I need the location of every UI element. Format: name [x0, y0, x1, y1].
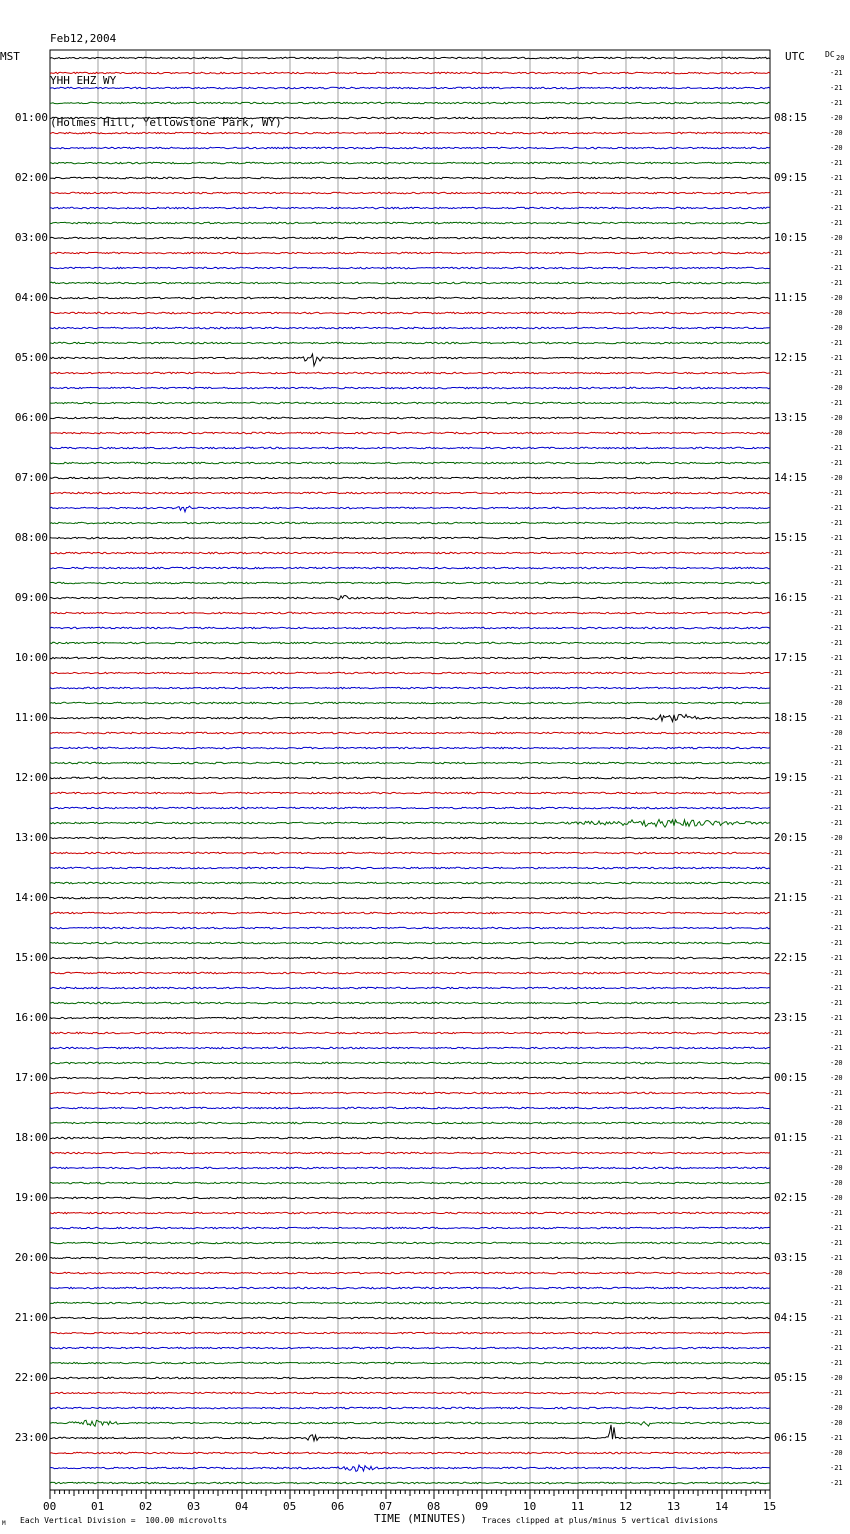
- trace-row-81: [50, 1272, 770, 1274]
- mst-hour-label: 19:00: [14, 1191, 48, 1204]
- mst-hour-label: 02:00: [14, 171, 48, 184]
- trace-row-63: [50, 1002, 770, 1004]
- trace-row-16: [50, 297, 770, 299]
- dc-offset-value: -20: [830, 834, 843, 842]
- dc-offset-value: -20: [830, 324, 843, 332]
- dc-offset-value: -21: [830, 1479, 843, 1487]
- mst-hour-label: 18:00: [14, 1131, 48, 1144]
- scale-note: Each Vertical Division = 100.00 microvolts: [20, 1516, 228, 1525]
- trace-row-31: [50, 522, 770, 524]
- trace-row-87: [50, 1362, 770, 1364]
- dc-offset-value: -21: [830, 609, 843, 617]
- dc-offset-value: -21: [830, 864, 843, 872]
- header-station: YHH EHZ WY: [50, 74, 117, 87]
- trace-row-92: [50, 1425, 770, 1441]
- trace-row-88: [50, 1377, 770, 1379]
- dc-offset-value: -21: [830, 999, 843, 1007]
- x-tick-label: 13: [667, 1500, 681, 1513]
- dc-offset-value: -20: [830, 1449, 843, 1457]
- dc-offset-value: -21: [830, 1029, 843, 1037]
- trace-row-86: [50, 1347, 770, 1349]
- utc-hour-label: 18:15: [774, 711, 808, 724]
- mst-hour-label: 06:00: [14, 411, 48, 424]
- dc-offset-value: -21: [830, 684, 843, 692]
- trace-row-23: [50, 402, 770, 404]
- trace-row-82: [50, 1287, 770, 1289]
- dc-offset-value: -20: [830, 1164, 843, 1172]
- trace-row-58: [50, 927, 770, 929]
- utc-hour-label: 11:15: [774, 291, 808, 304]
- dc-label: DC: [825, 50, 835, 59]
- trace-row-71: [50, 1122, 770, 1124]
- trace-row-42: [50, 687, 770, 689]
- dc-offset-value: -21: [830, 399, 843, 407]
- trace-row-54: [50, 867, 770, 869]
- trace-row-29: [50, 492, 770, 494]
- dc-offset-value: -21: [830, 1314, 843, 1322]
- x-tick-label: 08: [427, 1500, 441, 1513]
- x-tick-label: 09: [475, 1500, 489, 1513]
- x-tick-label: 00: [43, 1500, 57, 1513]
- trace-row-5: [50, 132, 770, 134]
- dc-offset-value: -21: [830, 1104, 843, 1112]
- trace-row-37: [50, 612, 770, 614]
- dc-offset-value: -21: [830, 789, 843, 797]
- trace-row-22: [50, 387, 770, 389]
- dc-offset-value: -20: [830, 729, 843, 737]
- utc-hour-label: 03:15: [774, 1251, 808, 1264]
- dc-offset-value: -20: [830, 384, 843, 392]
- trace-row-46: [50, 747, 770, 749]
- utc-hour-label: 15:15: [774, 531, 808, 544]
- dc-offset-value: -21: [830, 1344, 843, 1352]
- trace-row-55: [50, 882, 770, 884]
- trace-row-41: [50, 672, 770, 674]
- dc-offset-value: -21: [830, 1389, 843, 1397]
- dc-offset-value: -20: [830, 1074, 843, 1082]
- trace-row-32: [50, 537, 770, 539]
- dc-offset-value: -20: [830, 1269, 843, 1277]
- dc-offset-value: -21: [830, 504, 843, 512]
- utc-hour-label: 09:15: [774, 171, 808, 184]
- header-date: Feb12,2004: [50, 32, 117, 45]
- dc-offset-value: -21: [830, 759, 843, 767]
- trace-row-52: [50, 837, 770, 839]
- dc-offset-value: -21: [830, 894, 843, 902]
- trace-row-51: [50, 819, 770, 827]
- utc-hour-label: 13:15: [774, 411, 808, 424]
- trace-row-15: [50, 282, 770, 284]
- dc-offset-value: -21: [830, 969, 843, 977]
- trace-row-36: [50, 595, 770, 599]
- dc-offset-value: -21: [830, 264, 843, 272]
- dc-offset-value: -21: [830, 819, 843, 827]
- dc-offset-value: -21: [830, 654, 843, 662]
- trace-row-11: [50, 222, 770, 224]
- dc-offset-value: -21: [830, 954, 843, 962]
- trace-row-28: [50, 477, 770, 479]
- dc-offset-value: -21: [830, 534, 843, 542]
- dc-offset-value: -21: [830, 714, 843, 722]
- dc-offset-value: -21: [830, 909, 843, 917]
- dc-offset-value: -20: [830, 474, 843, 482]
- trace-row-45: [50, 732, 770, 734]
- mst-hour-label: 20:00: [14, 1251, 48, 1264]
- dc-offset-value: -20: [830, 1179, 843, 1187]
- dc-offset-value: -21: [830, 369, 843, 377]
- trace-row-73: [50, 1152, 770, 1154]
- mst-hour-label: 09:00: [14, 591, 48, 604]
- utc-hour-label: 20:15: [774, 831, 808, 844]
- dc-offset-value: -21: [830, 849, 843, 857]
- utc-hour-label: 16:15: [774, 591, 808, 604]
- dc-offset-value: 20: [836, 54, 845, 62]
- trace-row-14: [50, 267, 770, 269]
- dc-offset-value: -20: [830, 129, 843, 137]
- trace-row-13: [50, 252, 770, 254]
- trace-row-47: [50, 762, 770, 764]
- trace-row-44: [50, 714, 770, 721]
- dc-offset-value: -21: [830, 159, 843, 167]
- mst-hour-label: 16:00: [14, 1011, 48, 1024]
- utc-hour-label: 06:15: [774, 1431, 808, 1444]
- trace-row-25: [50, 432, 770, 434]
- utc-hour-label: 23:15: [774, 1011, 808, 1024]
- utc-hour-label: 00:15: [774, 1071, 808, 1084]
- utc-hour-label: 21:15: [774, 891, 808, 904]
- trace-row-75: [50, 1182, 770, 1184]
- trace-row-24: [50, 417, 770, 419]
- trace-row-70: [50, 1107, 770, 1109]
- trace-row-69: [50, 1092, 770, 1094]
- dc-offset-value: -21: [830, 444, 843, 452]
- utc-hour-label: 22:15: [774, 951, 808, 964]
- trace-row-59: [50, 942, 770, 944]
- dc-offset-value: -20: [830, 1119, 843, 1127]
- trace-row-90: [50, 1407, 770, 1409]
- dc-offset-value: -20: [830, 1404, 843, 1412]
- trace-row-78: [50, 1227, 770, 1229]
- utc-hour-label: 02:15: [774, 1191, 808, 1204]
- x-tick-label: 05: [283, 1500, 297, 1513]
- dc-offset-value: -21: [830, 1149, 843, 1157]
- dc-offset-value: -21: [830, 1359, 843, 1367]
- dc-offset-value: -21: [830, 594, 843, 602]
- dc-offset-value: -21: [830, 519, 843, 527]
- mst-hour-label: 01:00: [14, 111, 48, 124]
- trace-row-89: [50, 1392, 770, 1394]
- x-tick-label: 15: [763, 1500, 777, 1513]
- right-axis-title: UTC: [785, 50, 805, 63]
- x-tick-label: 07: [379, 1500, 393, 1513]
- dc-offset-value: -20: [830, 699, 843, 707]
- trace-row-95: [50, 1482, 770, 1484]
- trace-row-27: [50, 462, 770, 464]
- mst-hour-label: 23:00: [14, 1431, 48, 1444]
- trace-row-62: [50, 987, 770, 989]
- dc-offset-value: -21: [830, 174, 843, 182]
- dc-offset-value: -20: [830, 1374, 843, 1382]
- mst-hour-label: 13:00: [14, 831, 48, 844]
- dc-offset-value: -21: [830, 84, 843, 92]
- trace-row-2: [50, 87, 770, 89]
- x-tick-label: 12: [619, 1500, 633, 1513]
- mst-hour-label: 14:00: [14, 891, 48, 904]
- trace-row-20: [50, 354, 770, 366]
- dc-offset-value: -21: [830, 69, 843, 77]
- trace-row-91: [50, 1420, 770, 1426]
- trace-row-39: [50, 642, 770, 644]
- x-tick-layer: [50, 1490, 770, 1499]
- utc-hour-label: 17:15: [774, 651, 808, 664]
- trace-row-30: [50, 506, 770, 512]
- trace-row-67: [50, 1062, 770, 1064]
- mst-hour-label: 04:00: [14, 291, 48, 304]
- utc-hour-label: 10:15: [774, 231, 808, 244]
- trace-row-0: [50, 57, 770, 59]
- dc-offset-value: -21: [830, 879, 843, 887]
- corner-mark: M: [2, 1520, 6, 1527]
- dc-offset-value: -21: [830, 924, 843, 932]
- dc-offset-value: -20: [830, 414, 843, 422]
- dc-offset-value: -20: [830, 429, 843, 437]
- dc-offset-value: -20: [830, 144, 843, 152]
- trace-row-80: [50, 1257, 770, 1259]
- trace-row-12: [50, 237, 770, 239]
- utc-hour-label: 19:15: [774, 771, 808, 784]
- dc-offset-value: -21: [830, 564, 843, 572]
- trace-row-1: [50, 72, 770, 74]
- dc-offset-value: -20: [830, 1419, 843, 1427]
- mst-hour-label: 08:00: [14, 531, 48, 544]
- dc-offset-value: -21: [830, 1329, 843, 1337]
- trace-row-21: [50, 372, 770, 374]
- dc-offset-value: -21: [830, 459, 843, 467]
- mst-hour-label: 15:00: [14, 951, 48, 964]
- dc-offset-value: -20: [830, 309, 843, 317]
- trace-row-94: [50, 1465, 770, 1471]
- trace-row-57: [50, 912, 770, 914]
- trace-row-8: [50, 177, 770, 179]
- dc-offset-value: -21: [830, 1089, 843, 1097]
- trace-row-33: [50, 552, 770, 554]
- dc-offset-value: -21: [830, 744, 843, 752]
- trace-row-61: [50, 972, 770, 974]
- trace-row-60: [50, 957, 770, 959]
- dc-offset-value: -21: [830, 1464, 843, 1472]
- x-tick-label: 06: [331, 1500, 345, 1513]
- trace-row-77: [50, 1212, 770, 1214]
- x-tick-label: 01: [91, 1500, 105, 1513]
- mst-hour-label: 10:00: [14, 651, 48, 664]
- dc-offset-value: -21: [830, 804, 843, 812]
- dc-offset-value: -21: [830, 939, 843, 947]
- trace-row-34: [50, 567, 770, 569]
- utc-hour-label: 05:15: [774, 1371, 808, 1384]
- utc-hour-label: 01:15: [774, 1131, 808, 1144]
- trace-row-17: [50, 312, 770, 314]
- trace-row-40: [50, 657, 770, 659]
- trace-row-53: [50, 852, 770, 854]
- x-axis-title: TIME (MINUTES): [374, 1512, 467, 1525]
- trace-row-65: [50, 1032, 770, 1034]
- trace-row-48: [50, 777, 770, 779]
- trace-row-76: [50, 1197, 770, 1199]
- dc-offset-value: -21: [830, 579, 843, 587]
- dc-offset-value: -21: [830, 1284, 843, 1292]
- plot-frame: [50, 50, 770, 1490]
- dc-offset-value: -21: [830, 219, 843, 227]
- trace-row-10: [50, 207, 770, 209]
- dc-offset-value: -21: [830, 189, 843, 197]
- trace-row-56: [50, 897, 770, 899]
- dc-offset-value: -21: [830, 1134, 843, 1142]
- dc-offset-value: -21: [830, 1254, 843, 1262]
- x-tick-label: 03: [187, 1500, 201, 1513]
- trace-row-43: [50, 702, 770, 704]
- dc-offset-value: -21: [830, 249, 843, 257]
- mst-hour-label: 05:00: [14, 351, 48, 364]
- x-tick-label: 04: [235, 1500, 249, 1513]
- dc-offset-value: -21: [830, 1224, 843, 1232]
- utc-hour-label: 08:15: [774, 111, 808, 124]
- dc-offset-value: -21: [830, 204, 843, 212]
- trace-row-83: [50, 1302, 770, 1304]
- dc-offset-value: -21: [830, 1014, 843, 1022]
- trace-row-79: [50, 1242, 770, 1244]
- trace-row-66: [50, 1047, 770, 1049]
- trace-row-35: [50, 582, 770, 584]
- utc-hour-label: 12:15: [774, 351, 808, 364]
- dc-offset-value: -21: [830, 279, 843, 287]
- mst-hour-label: 21:00: [14, 1311, 48, 1324]
- trace-row-49: [50, 792, 770, 794]
- dc-offset-value: -20: [830, 114, 843, 122]
- trace-row-4: [50, 117, 770, 119]
- trace-row-72: [50, 1137, 770, 1139]
- dc-offset-value: -21: [830, 1044, 843, 1052]
- dc-offset-value: -20: [830, 1059, 843, 1067]
- trace-row-50: [50, 807, 770, 809]
- x-tick-label: 02: [139, 1500, 153, 1513]
- left-axis-title: MST: [0, 50, 20, 63]
- dc-offset-value: -21: [830, 639, 843, 647]
- x-tick-label: 10: [523, 1500, 537, 1513]
- x-tick-label: 14: [715, 1500, 729, 1513]
- mst-hour-label: 03:00: [14, 231, 48, 244]
- mst-hour-label: 22:00: [14, 1371, 48, 1384]
- dc-offset-value: -20: [830, 1194, 843, 1202]
- trace-row-26: [50, 447, 770, 449]
- dc-offset-value: -21: [830, 489, 843, 497]
- dc-offset-value: -21: [830, 1209, 843, 1217]
- mst-hour-label: 17:00: [14, 1071, 48, 1084]
- trace-row-93: [50, 1452, 770, 1454]
- mst-hour-label: 12:00: [14, 771, 48, 784]
- trace-row-85: [50, 1332, 770, 1334]
- dc-offset-value: -21: [830, 1299, 843, 1307]
- trace-row-6: [50, 147, 770, 149]
- trace-row-3: [50, 102, 770, 104]
- trace-row-9: [50, 192, 770, 194]
- trace-row-64: [50, 1017, 770, 1019]
- dc-offset-value: -21: [830, 669, 843, 677]
- header-location: (Holmes Hill, Yellowstone Park, WY): [50, 116, 282, 129]
- trace-row-84: [50, 1317, 770, 1319]
- mst-hour-label: 11:00: [14, 711, 48, 724]
- dc-offset-value: -21: [830, 354, 843, 362]
- dc-offset-value: -20: [830, 234, 843, 242]
- dc-offset-value: -21: [830, 624, 843, 632]
- trace-layer: [50, 57, 770, 1484]
- trace-row-18: [50, 327, 770, 329]
- dc-offset-value: -21: [830, 774, 843, 782]
- mst-hour-label: 07:00: [14, 471, 48, 484]
- trace-row-7: [50, 162, 770, 164]
- utc-hour-label: 04:15: [774, 1311, 808, 1324]
- trace-row-19: [50, 342, 770, 344]
- trace-row-74: [50, 1167, 770, 1169]
- dc-offset-value: -20: [830, 294, 843, 302]
- dc-offset-value: -21: [830, 339, 843, 347]
- trace-row-38: [50, 627, 770, 629]
- dc-offset-value: -21: [830, 549, 843, 557]
- dc-offset-value: -21: [830, 1434, 843, 1442]
- clip-note: Traces clipped at plus/minus 5 vertical divisions: [482, 1516, 719, 1525]
- x-tick-label: 11: [571, 1500, 585, 1513]
- trace-row-68: [50, 1077, 770, 1079]
- dc-offset-value: -21: [830, 99, 843, 107]
- dc-offset-value: -21: [830, 984, 843, 992]
- utc-hour-label: 14:15: [774, 471, 808, 484]
- grid-layer: [50, 50, 770, 1490]
- dc-offset-value: -21: [830, 1239, 843, 1247]
